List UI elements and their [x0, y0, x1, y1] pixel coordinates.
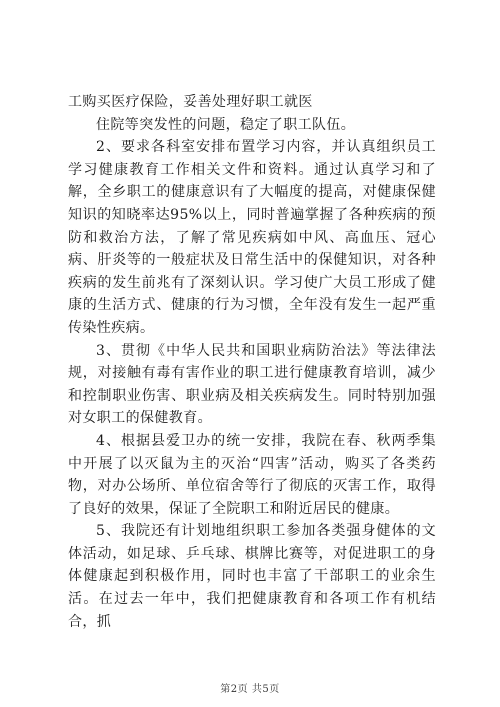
paragraph-1: 工购买医疗保险，妥善处理好职工就医 — [68, 94, 313, 110]
page-number-footer: 第2页 共5页 — [220, 684, 280, 695]
document-body — [68, 91, 436, 633]
paragraph-4: 3、贯彻《中华人民共和国职业病防治法》等法律法规，对接触有毒有害作业的职工进行健康教育培训，减少和控制职业伤害、职业病及相关疾病发生。同时特别加强对女职工的保健教育。 — [68, 342, 436, 427]
paragraph-3: 2、要求各科室安排布置学习内容，并认真组织员工学习健康教育工作相关文件和资料。通过认真学习和了解，全乡职工的健康意识有了大幅度的提高，对健康保健知识的知晓率达95%以上，同时普遍掌握了各种疾病的预防和救治方法，了解了常见疾病如中风、高血压、冠心病、肝炎等的一般症状及日常生活中的保健知识，对各种疾病的发生前兆有了深刻认识。学习使广大员工形成了健康的生活方式、健康的行为习惯，全年没有发生一起严重传染性疾病。 — [68, 139, 436, 336]
paragraph-6: 5、我院还有计划地组织职工参加各类强身健体的文体活动，如足球、乒乓球、棋牌比赛等，对促进职工的身体健康起到积极作用，同时也丰富了干部职工的业余生活。在过去一年中，我们把健康教育和各项工作有机结合，抓 — [68, 523, 436, 630]
paragraph-2: 住院等突发性的问题，稳定了职工队伍。 — [96, 116, 356, 133]
paragraph-5: 4、根据县爱卫办的统一安排，我院在春、秋两季集中开展了以灭鼠为主的灭治“四害”活动，购买了各类药物，对办公场所、单位宿舍等行了彻底的灭害工作，取得了良好的效果，保证了全院职工和附近居民的健康。 — [68, 432, 436, 517]
